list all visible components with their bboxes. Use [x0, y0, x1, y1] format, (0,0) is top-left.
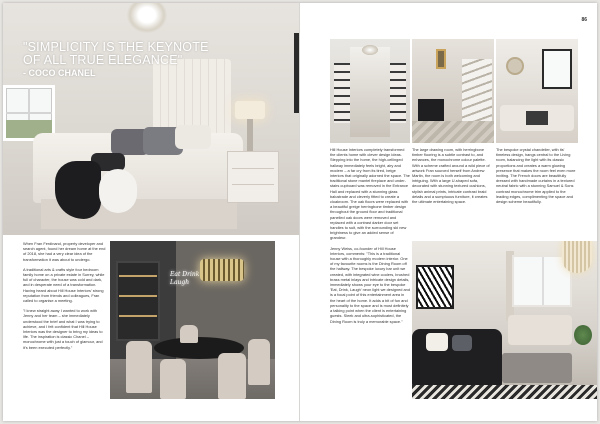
chair — [218, 353, 246, 399]
mirror — [436, 49, 446, 69]
round-mirror — [506, 57, 524, 75]
paragraph: Jenny Weiss, co-founder of Hill House Interiors, comments: "This is a traditional house with a thoroughly modern interior. One of my favourite rooms is the Dining Room off the hallway. The bespoke luxury bar unit we created, with integrated wine coolers, brushed brass metal inlays and intricate design details, immediately shows your eye to the bespoke 'Eat, Drink, Laugh' neon light we designed and is a focal point of this entertainment area in the heart of the home. It adds a bit of fun and personality to the space and is most definitely a talking point when the client is entertaining guests. Sleek and ultra-sophisticated, the Dining Room is truly a memorable space." — [330, 245, 411, 324]
chair — [126, 341, 152, 393]
chair — [160, 359, 186, 399]
magazine-spread — [3, 3, 597, 421]
paragraph: When Fran Ferdinand, property developer and search agent, found her dream home at the end of 2018, she had a very clear idea of the transformation it was about to undergo. — [23, 241, 106, 262]
living-room-photo — [412, 241, 597, 399]
text-column-1 — [330, 147, 410, 329]
window — [542, 49, 572, 89]
paragraph: A traditional arts & crafts style four bedroom family home on a private estate in Surrey, while full of character, the house was cold and dark, and in desperate need of a transformation. Having heard about Hill House Interiors' strong reputation from friends and colleagues, Fran called to organise a meeting. — [23, 266, 105, 304]
dining-room-photo — [110, 241, 275, 399]
pull-quote — [23, 41, 223, 78]
bedside-table — [227, 151, 279, 203]
neon-sign: Eat Drink Laugh — [170, 271, 200, 286]
page-number: 86 — [581, 17, 587, 23]
chandelier-icon — [127, 3, 167, 33]
lamp-icon — [235, 101, 265, 119]
paragraph: The bespoke crystal chandelier, with its' timeless design, hangs central to the Living room, balancing the light with its classic proportions and creates a warm glowing presence that makes the room feel even more inviting. The French doors are beautifully dressed with handmade curtains in a textured neutral fabric with a stunning Samuel & Sons contrast monochrome trim applied to the leading edges, complimenting the space and design scheme beautifully. — [496, 147, 576, 205]
chandelier-icon — [200, 259, 244, 281]
sofa — [508, 315, 572, 345]
paragraph: The large drawing room, with herringbone timber flooring is a subtle contrast to, and enhances, the monochrome colour palette. With a scheme crafted around a wild piece of artwork Fran sourced herself from Andrew Martin, the room is both welcoming and intriguing. With a large U-shaped sofa, decorated with stunning textured cushions, stylish animal prints, intricate contrast braid details and a sumptuous furniture, it creates the ultimate entertaining space. — [412, 147, 490, 205]
bedroom-photo — [3, 3, 300, 235]
plant-icon — [574, 325, 592, 345]
sitting-room-photo — [496, 39, 578, 143]
vase — [180, 325, 198, 343]
text-column-3 — [496, 147, 576, 209]
left-page — [3, 3, 300, 421]
hallway-photo — [412, 39, 494, 143]
rug — [412, 385, 597, 399]
chandelier-icon — [562, 241, 592, 273]
chair — [248, 339, 270, 385]
text-column-2 — [412, 147, 492, 209]
dressing-room-photo — [330, 39, 410, 143]
ottoman — [502, 353, 572, 383]
zebra-artwork — [416, 265, 454, 309]
right-page — [300, 3, 597, 421]
left-body-text — [23, 241, 107, 355]
paragraph: Hill House Interiors completely transformed the clients home with clever design ideas. Stepping into the home, the high-cellinged hallway immediately feels bright, airy and modern – a far cry from its tired, beige interiors that originally adorned the space. The traditional stone mantel fireplace and under-stairs cupboard was removed in the Entrance Hall and replaced with a stunning glass balustrade and cleverly fitted to create a cloakroom. The oak floors were replaced with a beautiful greige herringbone timber design throughout the ground floor and traditional panelled oak doors were removed and replaced with a contrast darker door set handles to suit, with the surrounding ski new brightness to give an added sense of grandeur. — [330, 147, 410, 241]
chandelier-icon — [362, 45, 378, 55]
quote-text: "SIMPLICITY IS THE KEYNOTE OF ALL TRUE ELEGANCE" — [23, 40, 209, 67]
quote-author: - COCO CHANEL — [23, 68, 96, 78]
paragraph: "I knew straight away I wanted to work with Jenny and her team – she immediately understood the brief and what I was trying to achieve, and I felt confident that Hill House Interiors was the designer to bring my ideas to life. The inspiration is classic Chanel – monochrome with just a touch of glamour, and it's been executed perfectly." — [23, 308, 103, 350]
bar-shelf — [116, 261, 160, 341]
